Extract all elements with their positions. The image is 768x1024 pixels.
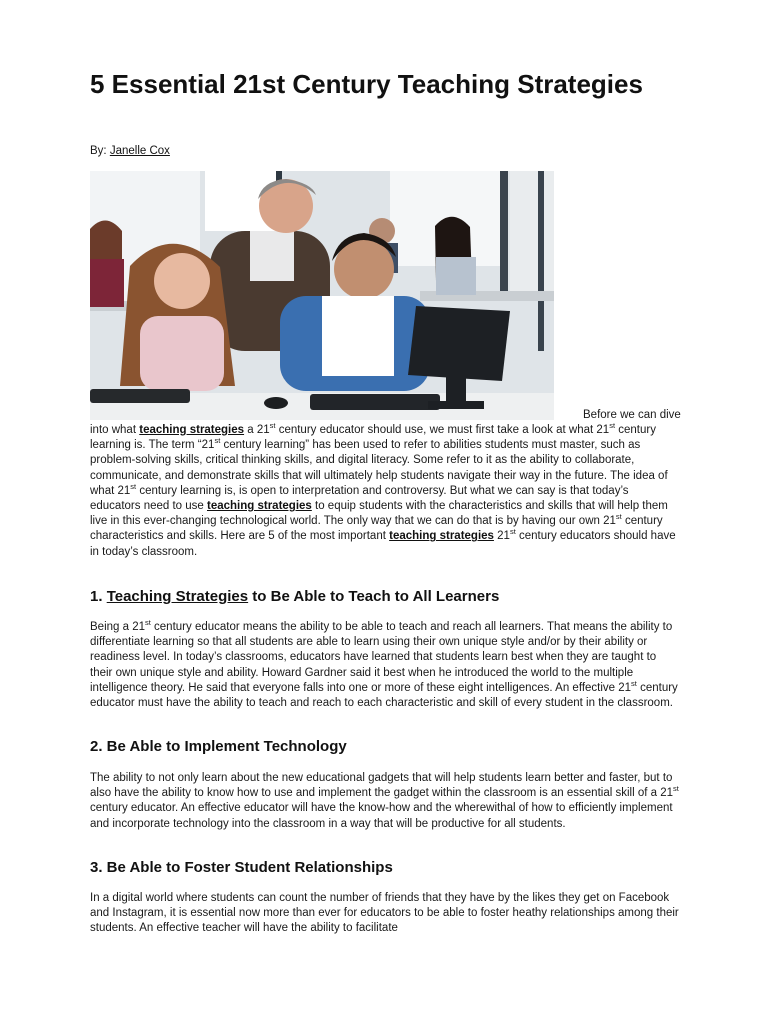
byline [90,145,170,157]
teaching-strategies-link-2[interactable]: teaching strategies [207,500,312,513]
intro-lead-text: Before we can dive [583,409,681,421]
teaching-strategies-link-3[interactable]: teaching strategies [389,530,494,543]
teaching-strategies-heading-link[interactable]: Teaching Strategies [106,588,249,605]
section-3-heading: 3. Be Able to Foster Student Relationships [90,859,393,876]
section-3-paragraph: In a digital world where students can count the number of friends that they have by the likes they get on Facebook and Instagram, it is essential now more than ever for educators to be able to foster heathy relationships among their students. An effective teacher will have the ability to facilitate [90,892,679,935]
section-2-heading: 2. Be Able to Implement Technology [90,738,347,755]
teaching-strategies-link-1[interactable]: teaching strategies [139,424,245,436]
byline-prefix: By: [90,145,107,157]
article-title: 5 Essential 21st Century Teaching Strategies [90,69,643,99]
intro-paragraph: into what teaching strategies a 21st century educator should use, we must first take a look at what 21st century learning is. The term “21st century learning” has been used to refer to abilities students must master, such as problem-solving skills, critical thinking skills, and digital literacy. Some refer to it as the ability to collaborate, communicate, and demonstrate skills that will ultimately help students navigate their way in the future. The idea of what 21st century learning is, is open to interpretation and controversy. But what we can say is that today’s educators need to use teaching strategies to equip students with the characteristics and skills that will help them live in this ever-changing technological world. The only way that we can do that is by having our own 21st century characteristics and skills. Here are 5 of the most important teaching strategies 21st century educators should have in today’s classroom. [90,421,676,558]
section-1-heading: 1. Teaching Strategies to Be Able to Teach to All Learners [90,588,500,605]
section-2-paragraph: The ability to not only learn about the new educational gadgets that will help students learn better and faster, but to also have the ability to know how to use and implement the gadget within the classroom is an essential skill of a 21st century educator. An effective educator will have the know-how and the wherewithal of how to efficiently implement and incorporate technology into the classroom in a way that will be productive for all students. [90,772,679,830]
article-photo [90,171,554,420]
section-1-paragraph: Being a 21st century educator means the ability to be able to teach and reach all learners. That means the ability to differentiate learning so that all students are able to learn using their own unique style and/or by their ability or readiness level. In today’s classrooms, educators have learned that students learn best when they are taught to their own unique style and ability. Howard Gardner said it best when he introduced the world to the multiple intelligence theory. He said that everyone falls into one or more of these eight intelligences. An effective 21st century educator must have the ability to teach and reach to each characteristic and skill of every student in the classroom. [90,618,678,710]
classroom-illustration [90,171,554,420]
author-link[interactable]: Janelle Cox [109,145,170,157]
